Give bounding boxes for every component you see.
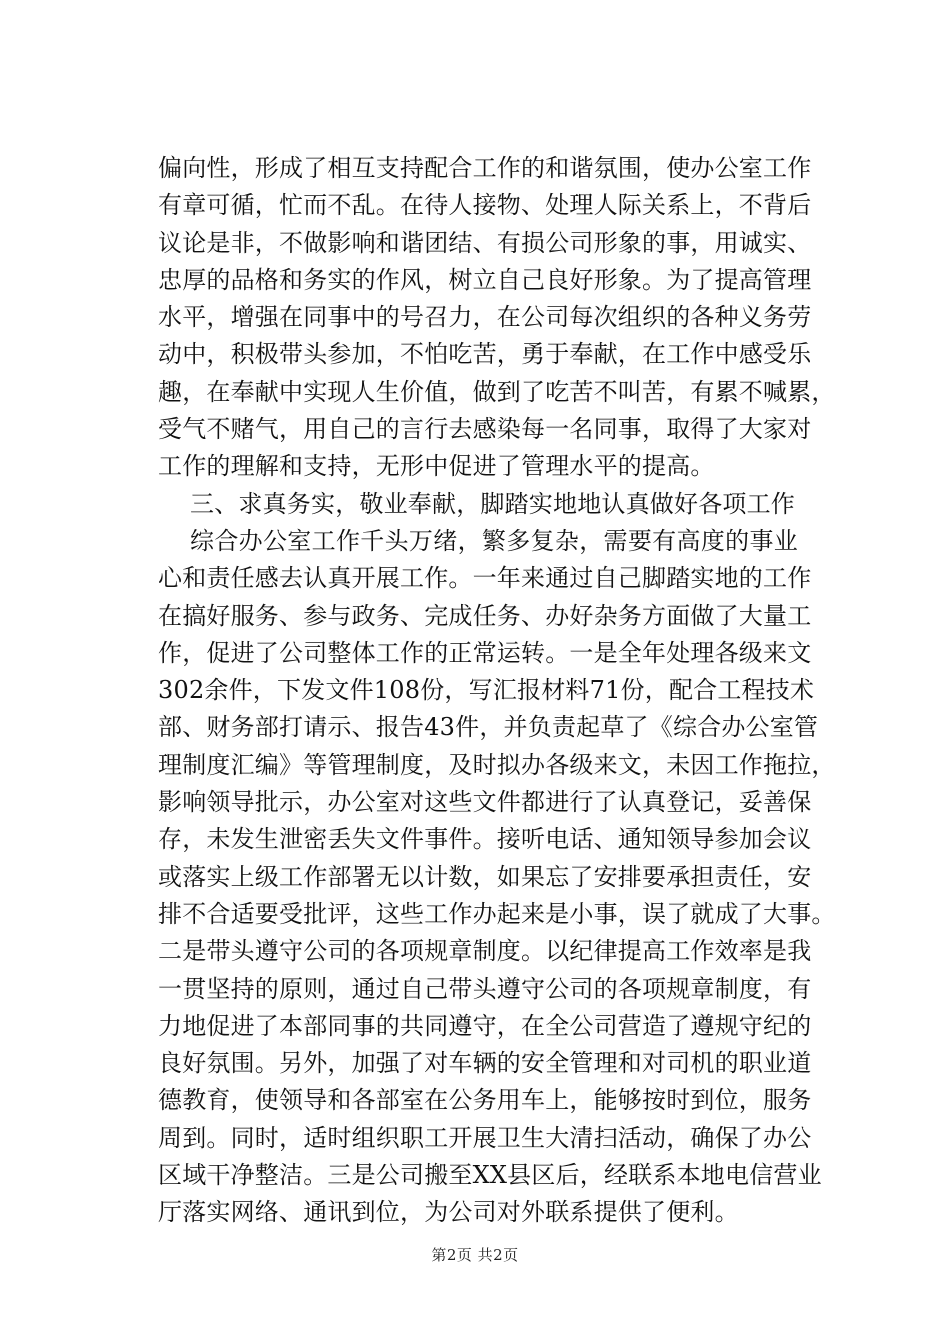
text-line: 忠厚的品格和务实的作风，树立自己良好形象。为了提高管理 — [158, 265, 812, 294]
text-line: 厅落实网络、通讯到位，为公司对外联系提供了便利。 — [158, 1198, 739, 1227]
body-text — [158, 150, 836, 1232]
text-line: 有章可循，忙而不乱。在待人接物、处理人际关系上，不背后 — [158, 191, 812, 220]
text-line: 良好氛围。另外，加强了对车辆的安全管理和对司机的职业道 — [158, 1049, 812, 1078]
text-line: 德教育，使领导和各部室在公务用车上，能够按时到位，服务 — [158, 1086, 812, 1115]
text-line: 周到。同时，适时组织职工开展卫生大清扫活动，确保了办公 — [158, 1123, 812, 1152]
text-line: 排不合适要受批评，这些工作办起来是小事，误了就成了大事。 — [158, 899, 836, 928]
text-line: 影响领导批示，办公室对这些文件都进行了认真登记，妥善保 — [158, 788, 812, 817]
text-line: 工作的理解和支持，无形中促进了管理水平的提高。 — [158, 452, 715, 481]
text-line: 趣，在奉献中实现人生价值，做到了吃苦不叫苦，有累不喊累， — [158, 377, 836, 406]
text-line: 偏向性，形成了相互支持配合工作的和谐氛围，使办公室工作 — [158, 154, 812, 182]
text-line: 在搞好服务、参与政务、完成任务、办好杂务方面做了大量工 — [158, 601, 812, 630]
text-line: 或落实上级工作部署无以计数，如果忘了安排要承担责任，安 — [158, 862, 812, 891]
text-line: 区域干净整洁。三是公司搬至XX县区后，经联系本地电信营业 — [158, 1161, 822, 1190]
text-line: 一贯坚持的原则，通过自己带头遵守公司的各项规章制度，有 — [158, 974, 812, 1003]
text-line: 综合办公室工作千头万绪，繁多复杂，需要有高度的事业 — [190, 526, 798, 555]
text-line: 存，未发生泄密丢失文件事件。接听电话、通知领导参加会议 — [158, 825, 812, 854]
text-line: 水平，增强在同事中的号召力，在公司每次组织的各种义务劳 — [158, 303, 812, 332]
text-line: 302余件，下发文件108份，写汇报材料71份，配合工程技术 — [158, 676, 815, 705]
text-line: 部、财务部打请示、报告43件，并负责起草了《综合办公室管 — [158, 713, 819, 742]
text-line: 三、求真务实，敬业奉献，脚踏实地地认真做好各项工作 — [190, 489, 795, 518]
text-line: 理制度汇编》等管理制度，及时拟办各级来文，未因工作拖拉， — [158, 750, 836, 779]
text-line: 心和责任感去认真开展工作。一年来通过自己脚踏实地的工作 — [158, 564, 812, 593]
page-footer: 第2页 共2页 — [431, 1246, 519, 1264]
text-line: 作，促进了公司整体工作的正常运转。一是全年处理各级来文 — [158, 638, 812, 667]
text-line: 动中，积极带头参加，不怕吃苦，勇于奉献，在工作中感受乐 — [158, 340, 812, 369]
text-line: 力地促进了本部同事的共同遵守，在全公司营造了遵规守纪的 — [158, 1011, 812, 1040]
text-line: 议论是非，不做影响和谐团结、有损公司形象的事，用诚实、 — [158, 228, 812, 257]
text-line: 受气不赌气，用自己的言行去感染每一名同事，取得了大家对 — [158, 415, 812, 444]
text-line: 二是带头遵守公司的各项规章制度。以纪律提高工作效率是我 — [158, 937, 812, 966]
